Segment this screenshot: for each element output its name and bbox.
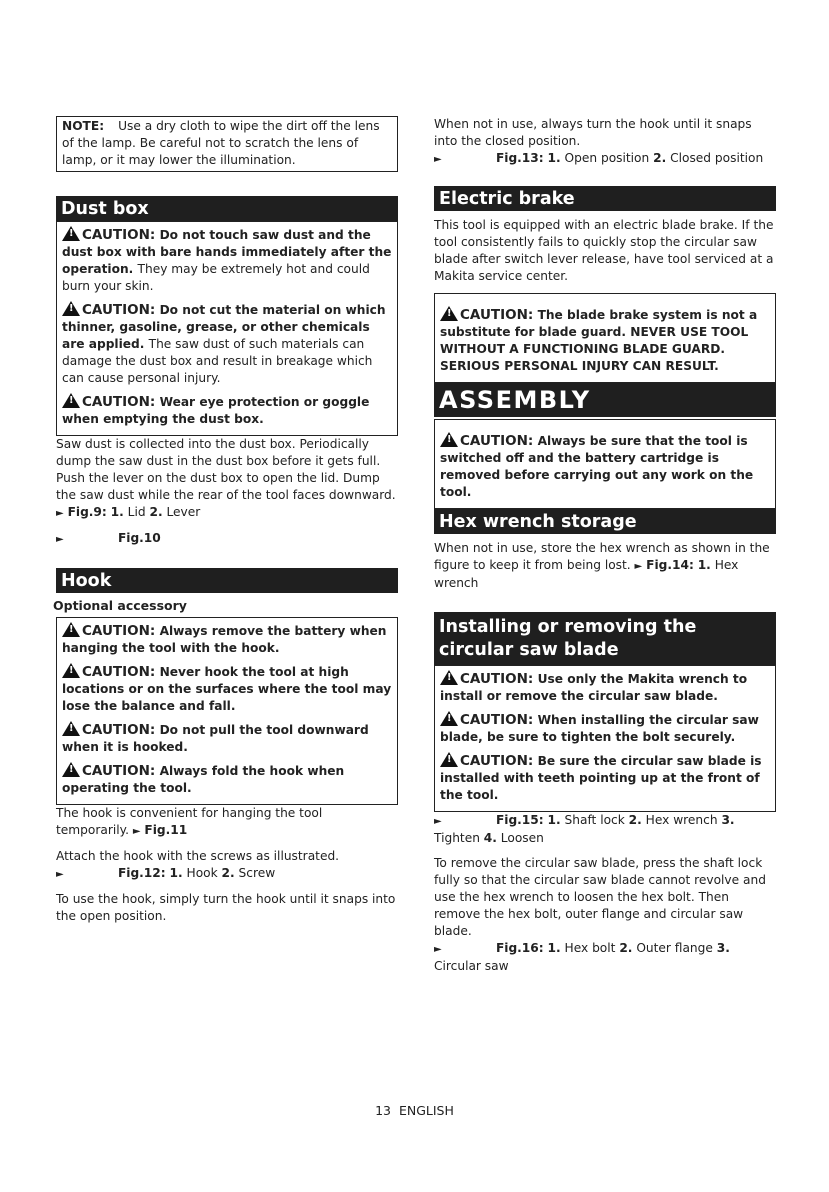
hex-wrench-body: When not in use, store the hex wrench as shown in the figure to keep it from being lost. ► Fig.14: 1. Hex wrench: [434, 541, 770, 590]
fig14-ref: Fig.14:: [646, 558, 694, 572]
assembly-heading: ASSEMBLY: [434, 383, 776, 417]
fig16-ref: Fig.16:: [495, 941, 544, 955]
warning-icon: [62, 721, 80, 736]
note-label: NOTE:: [62, 119, 105, 133]
dust-box-body: Saw dust is collected into the dust box. Periodically dump the saw dust in the dust box before it gets full. Push the lever on the dust box to open the lid. Dump the saw dust while the rear of the tool faces downward. ► Fig.9: 1. Lid 2. Lever: [56, 437, 396, 519]
arrow-icon: ►: [56, 869, 64, 880]
warning-icon: [440, 670, 458, 685]
warning-icon: [62, 622, 80, 637]
warning-icon: [440, 711, 458, 726]
left-column: [53, 116, 398, 925]
footer-language: ENGLISH: [398, 1103, 454, 1118]
fig15-ref: Fig.15:: [495, 813, 544, 827]
arrow-icon: ►: [132, 826, 141, 837]
hook-heading: Hook: [56, 568, 398, 593]
brake-caution-box: !CAUTION: The blade brake system is not a substitute for blade guard. NEVER USE TOOL WITHOUT A FUNCTIONING BLADE GUARD. SERIOUS PERSONAL INJURY CAN RESULT.: [434, 293, 776, 383]
page-footer: [0, 1102, 829, 1119]
fig13-ref: Fig.13:: [495, 151, 544, 165]
arrow-icon: ►: [434, 816, 442, 827]
fig9-ref: Fig.9:: [67, 505, 107, 519]
note-box: [56, 116, 398, 172]
warning-icon: [62, 762, 80, 777]
dust-box-caution-box: !CAUTION: Do not touch saw dust and the dust box with bare hands immediately after the operation. They may be extremely hot and could burn your skin. !CAUTION: Do not cut the material on which thinner, gasoline, grease, or other chemicals are applied. The saw dust of such materials can damage the dust box and result in breakage which can cause personal injury. !CAUTION: Wear eye protection or goggle when emptying the dust box.: [56, 221, 398, 436]
hook-body-2: Attach the hook with the screws as illustrated.: [56, 849, 340, 863]
fig15-line: ► Fig.15: 1. Shaft lock 2. Hex wrench 3. Tighten 4. Loosen: [434, 813, 735, 845]
hook-close-body: When not in use, always turn the hook until it snaps into the closed position.: [434, 117, 752, 148]
warning-icon: [62, 393, 80, 408]
warning-icon: [62, 226, 80, 241]
fig10-line: [56, 530, 398, 548]
warning-icon: [440, 306, 458, 321]
warning-icon: [62, 301, 80, 316]
hook-caution-box: !CAUTION: Always remove the battery when hanging the tool with the hook. !CAUTION: Never hook the tool at high locations or on the surfaces where the tool may lose the balance and fall. !CAUTION: Do not pull the tool downward when it is hooked. !CAUTION: Always fold the hook when operating the tool.: [56, 617, 398, 805]
electric-brake-heading: Electric brake: [434, 186, 776, 211]
hex-wrench-heading: Hex wrench storage: [434, 509, 776, 534]
dust-box-heading: Dust box: [56, 196, 398, 221]
fig12-ref: Fig.12:: [117, 866, 166, 880]
warning-icon: [440, 432, 458, 447]
optional-accessory: Optional accessory: [53, 598, 187, 613]
fig16-line: ► Fig.16: 1. Hex bolt 2. Outer flange 3. Circular saw: [434, 941, 730, 973]
electric-brake-body: This tool is equipped with an electric blade brake. If the tool consistently fails to quickly stop the circular saw blade after switch lever release, have tool serviced at a Makita service center.: [434, 218, 774, 283]
hook-body-1: The hook is convenient for hanging the tool temporarily. ► Fig.11: [56, 806, 323, 837]
note-text: Use a dry cloth to wipe the dirt off the lens of the lamp. Be careful not to scratch the lens of lamp, or it may lower the illumination.: [62, 119, 380, 167]
hook-body-3: To use the hook, simply turn the hook until it snaps into the open position.: [56, 892, 396, 923]
arrow-icon: ►: [434, 944, 442, 955]
warning-icon: [62, 663, 80, 678]
fig11-ref: Fig.11: [144, 823, 188, 837]
blade-caution-box: !CAUTION: Use only the Makita wrench to install or remove the circular saw blade. !CAUTION: When installing the circular saw blade, be sure to tighten the bolt securely. !CAUTION: Be sure the circular saw blade is installed with teeth pointing up at the front of the tool.: [434, 665, 776, 812]
right-column: [434, 116, 776, 975]
arrow-icon: ►: [56, 508, 64, 519]
fig10-ref: Fig.10: [117, 531, 161, 545]
arrow-icon: ►: [634, 561, 643, 572]
arrow-icon: ►: [434, 154, 442, 165]
fig12-line: ► Fig.12: 1. Hook 2. Screw: [56, 866, 276, 880]
warning-icon: [440, 752, 458, 767]
page-number: 13: [375, 1103, 392, 1118]
blade-heading: Installing or removing the circular saw blade: [434, 612, 776, 665]
fig13-line: ► Fig.13: 1. Open position 2. Closed position: [434, 151, 764, 165]
blade-body: To remove the circular saw blade, press the shaft lock fully so that the circular saw blade cannot revolve and use the hex wrench to loosen the hex bolt. Then remove the hex bolt, outer flange and circular saw blade.: [434, 856, 766, 938]
arrow-icon: ►: [56, 534, 64, 545]
assembly-caution-box: !CAUTION: Always be sure that the tool is switched off and the battery cartridge is removed before carrying out any work on the tool.: [434, 419, 776, 509]
